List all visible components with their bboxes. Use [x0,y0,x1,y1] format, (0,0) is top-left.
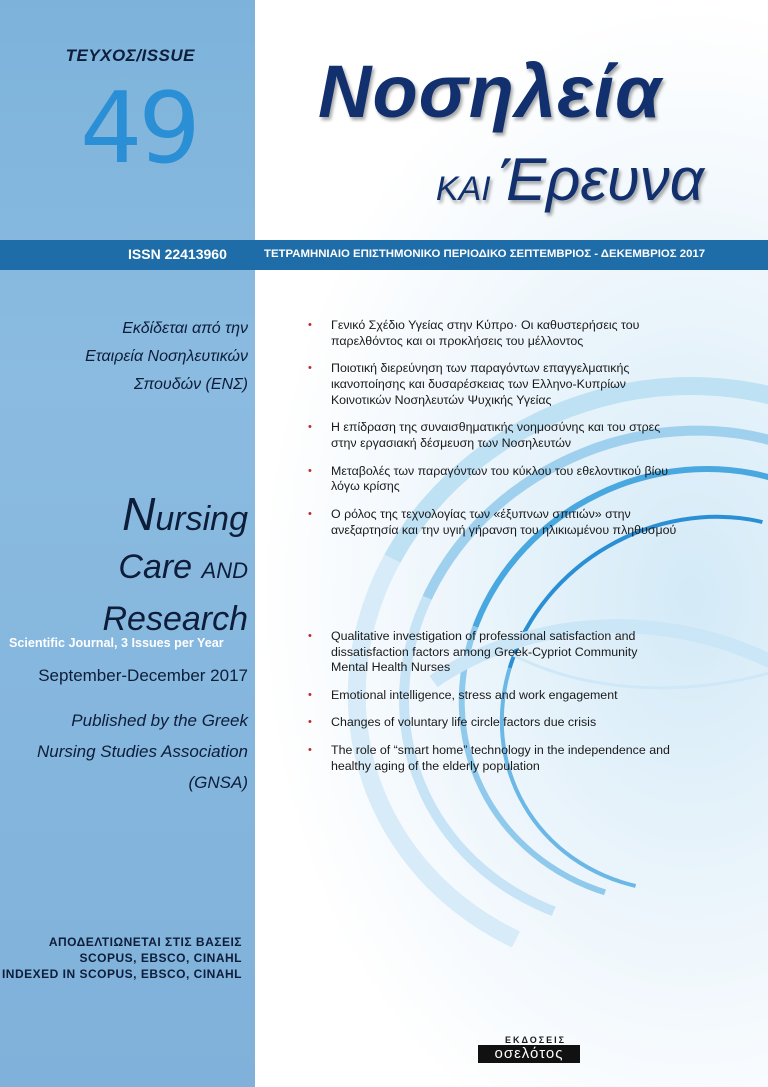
article-item: • Ποιοτική διερεύνηση των παραγόντων επαγγελματικής ικανοποίησης και δυσαρέσκειας των Ελληνο-Κυπρίων Κοινοτικών Νοσηλευτών Ψυχικής Υγείας [308,361,678,408]
article-list-greek [308,318,678,550]
issn-number: ISSN 22413960 [128,246,227,262]
title-nursing-initial: N [122,488,156,540]
indexing-info [2,934,242,982]
publisher-english-line: Nursing Studies Association [36,742,248,761]
publisher-logo: οσελότος [478,1045,580,1063]
periodical-description: ΤΕΤΡΑΜΗΝΙΑΙΟ ΕΠΙΣΤΗΜΟΝΙΚΟ ΠΕΡΙΟΔΙΚΟ ΣΕΠΤΕΜΒΡΙΟΣ - ΔΕΚΕΜΒΡΙΟΣ 2017 [264,248,706,260]
article-item: • Ο ρόλος της τεχνολογίας των «έξυπνων σπιτιών» στην ανεξαρτησία και την υγιή γήρανση του ηλικιωμένου πληθυσμού [308,507,678,538]
title-and: AND [201,558,248,583]
title-nursing-rest: ursing [155,500,248,538]
title-research: Research [102,600,248,638]
publisher-english-line: (GNSA) [188,773,248,792]
article-item: • Η επίδραση της συναισθηματικής νοημοσύνης και του στρες στην εργασιακή δέσμευση των Νοσηλευτών [308,420,678,451]
issue-date: September-December 2017 [38,666,248,685]
publisher-greek-line: Εταιρεία Νοσηλευτικών [85,348,248,365]
indexing-line: ΑΠΟΔΕΛΤΙΩΝΕΤΑΙ ΣΤΙΣ ΒΑΣΕΙΣ [48,935,242,949]
publisher-label: ΕΚΔΟΣΕΙΣ [505,1035,567,1045]
indexing-line: INDEXED IN SCOPUS, EBSCO, CINAHL [1,967,242,981]
article-item: • Γενικό Σχέδιο Υγείας στην Κύπρο· Οι καθυστερήσεις του παρελθόντος και οι προκλήσεις του μέλλοντος [308,318,678,349]
article-item: • The role of “smart home” technology in the independence and healthy aging of the elderly population [308,743,678,774]
article-list-english [308,629,678,786]
journal-title-greek-line2 [435,146,704,213]
article-item: • Emotional intelligence, stress and work engagement [308,688,678,704]
publisher-greek [85,315,248,399]
article-item: • Qualitative investigation of professional satisfaction and dissatisfaction factors among Greek-Cypriot Community Mental Health Nurses [308,629,678,676]
title-nursing [102,490,248,543]
journal-subtitle: Scientific Journal, 3 Issues per Year [9,636,224,650]
title-word: Έρευνα [498,146,704,213]
indexing-line: SCOPUS, EBSCO, CINAHL [79,951,242,965]
journal-title-english [102,490,248,643]
issue-label: ΤΕΥΧΟΣ/ISSUE [65,46,195,65]
publisher-greek-line: Σπουδών (ΕΝΣ) [133,376,248,393]
article-item: • Changes of voluntary life circle factors due crisis [308,715,678,731]
title-care-line [102,543,248,595]
publisher-english-line: Published by the Greek [71,711,248,730]
journal-title-greek-line1: Νοσηλεία [318,50,662,133]
issue-number: 49 [80,72,197,186]
title-care: Care [118,548,193,586]
title-conjunction: ΚΑΙ [435,170,491,208]
publisher-greek-line: Εκδίδεται από την [122,320,248,337]
publisher-english [37,705,248,798]
article-item: • Μεταβολές των παραγόντων του κύκλου του εθελοντικού βίου λόγω κρίσης [308,464,678,495]
